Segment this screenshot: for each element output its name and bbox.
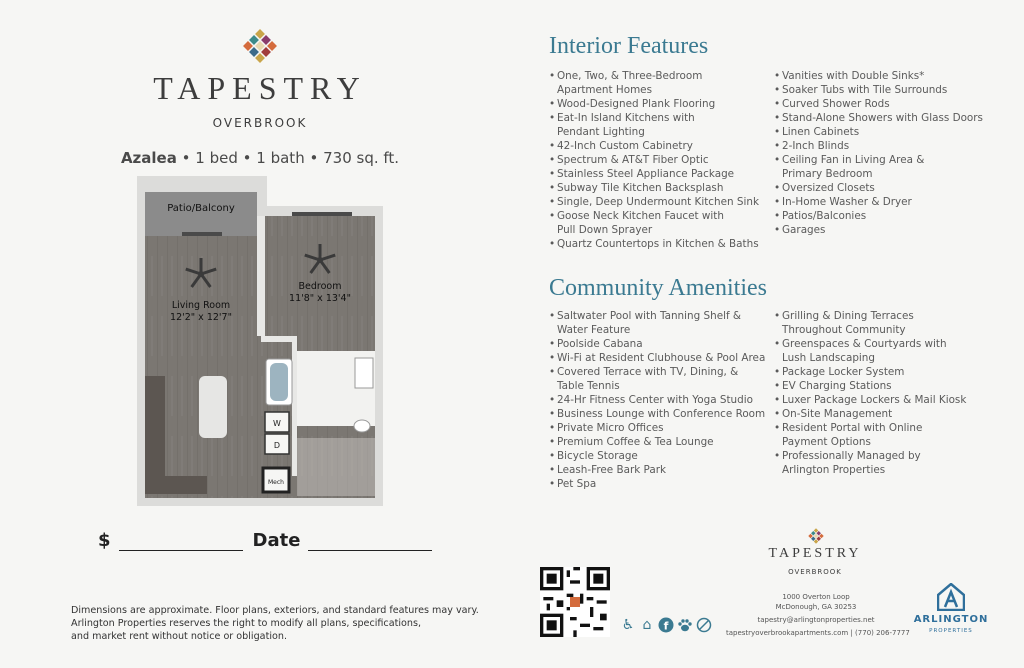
closet [297,438,375,496]
patio-label: Patio/Balcony [167,203,235,214]
equal-housing-icon: ⌂ [642,617,652,633]
brand-title: TAPESTRY [153,70,367,106]
separator: • [242,149,252,167]
community-amenities-list-2 [774,309,994,477]
interior-features-list-1 [549,69,774,251]
feature-item: • Covered Terrace with TV, Dining, & Table Tennis [549,365,774,393]
feature-item: • Greenspaces & Courtyards with Lush Landscaping [774,337,994,365]
feature-item: • Garages [774,223,994,237]
disclaimer-line: and market rent without notice or obligation. [71,631,287,642]
feature-item: • Stand-Alone Showers with Glass Doors [774,111,994,125]
kitchen-island [199,376,227,438]
mech-label: Mech [268,479,284,486]
feature-item: • Stainless Steel Appliance Package [549,167,774,181]
facebook-icon[interactable] [658,617,674,633]
feature-item: • Quartz Countertops in Kitchen & Baths [549,237,774,251]
feature-item: • Patios/Balconies [774,209,994,223]
bedroom-floor [265,216,375,336]
price-label: $ [98,530,111,551]
separator: • [309,149,319,167]
arlington-subtitle: PROPERTIES [929,628,973,634]
feature-item: • Premium Coffee & Tea Lounge [549,435,774,449]
feature-item: • Bicycle Storage [549,449,774,463]
tapestry-logo-icon [238,24,282,68]
plan-baths: 1 bath [256,149,305,167]
feature-item: • Resident Portal with Online Payment Options [774,421,994,449]
living-room-dims: 12'2" x 12'7" [170,312,232,323]
plan-beds: 1 bed [195,149,238,167]
no-smoking-icon [696,617,712,633]
feature-item: • In-Home Washer & Dryer [774,195,994,209]
community-amenities-title: Community Amenities [549,275,768,301]
interior-features-list-2 [774,69,994,237]
address-line: 1000 Overton Loop [782,593,850,601]
feature-item: • Grilling & Dining Terraces Throughout Community [774,309,994,337]
feature-item: • Vanities with Double Sinks* [774,69,994,83]
disclaimer [71,604,491,643]
accessibility-icons [620,617,712,633]
arlington-name: ARLINGTON [913,614,989,625]
bedroom-window [292,212,352,216]
feature-item: • Leash-Free Bark Park [549,463,774,477]
feature-item: • 2-Inch Blinds [774,139,994,153]
feature-item: • Wood-Designed Plank Flooring [549,97,774,111]
feature-item: • Luxer Package Lockers & Mail Kiosk [774,393,994,407]
feature-item: • Wi-Fi at Resident Clubhouse & Pool Area [549,351,774,365]
dryer-label: D [273,441,281,450]
interior-features-title: Interior Features [549,33,709,59]
plan-size: 730 sq. ft. [323,149,400,167]
living-room-label: Living Room [171,300,231,311]
feature-item: • Professionally Managed by Arlington Properties [774,449,994,477]
feature-item: • 24-Hr Fitness Center with Yoga Studio [549,393,774,407]
feature-item: • Goose Neck Kitchen Faucet with Pull Down Sprayer [549,209,774,237]
feature-item: • Package Locker System [774,365,994,379]
disclaimer-line: Arlington Properties reserves the right to modify all plans, specifications, [71,618,422,629]
feature-item: • Oversized Closets [774,181,994,195]
feature-item: • EV Charging Stations [774,379,994,393]
feature-item: • Spectrum & AT&T Fiber Optic [549,153,774,167]
disclaimer-line: Dimensions are approximate. Floor plans, exteriors, and standard features may vary. [71,605,479,616]
feature-item: • One, Two, & Three-Bedroom Apartment Homes [549,69,774,97]
wheelchair-icon: ♿ [621,617,635,633]
feature-item: • Linen Cabinets [774,125,994,139]
website-phone[interactable]: tapestryoverbrookapartments.com | (770) 206-7777 [726,629,910,637]
brand-subtitle: OVERBROOK [212,116,308,130]
footer-brand-subtitle: OVERBROOK [788,568,842,576]
feature-item: • Eat-In Island Kitchens with Pendant Lighting [549,111,774,139]
washer-label: W [273,419,281,428]
svg-text:f: f [663,619,669,633]
bedroom-dims: 11'8" x 13'4" [289,293,351,304]
floor-plan [137,176,383,506]
separator: • [181,149,191,167]
date-label: Date [252,530,301,551]
feature-item: • Soaker Tubs with Tile Surrounds [774,83,994,97]
feature-item: • Subway Tile Kitchen Backsplash [549,181,774,195]
plan-summary [80,149,440,167]
paw-icon [677,617,693,633]
feature-item: • Saltwater Pool with Tanning Shelf & Water Feature [549,309,774,337]
feature-item: • On-Site Management [774,407,994,421]
feature-item: • Business Lounge with Conference Room [549,407,774,421]
sink [355,358,373,388]
address-line: McDonough, GA 30253 [775,603,857,611]
feature-item: • Private Micro Offices [549,421,774,435]
interior-wall [257,216,265,336]
arlington-logo-icon [937,583,965,611]
feature-item: • Pet Spa [549,477,774,491]
email-link[interactable]: tapestry@arlingtonproperties.net [757,616,875,624]
tapestry-small-logo-icon [806,526,826,546]
price-date-form [98,530,432,551]
patio-area [145,192,257,236]
bedroom-label: Bedroom [298,281,342,292]
kitchen-counter [145,476,207,494]
contact-block [726,592,910,638]
community-amenities-list-1 [549,309,774,491]
date-blank [308,534,432,551]
patio-door [182,232,222,236]
bathtub-water [270,363,288,401]
feature-item: • Ceiling Fan in Living Area & Primary Bedroom [774,153,994,181]
interior-wall [292,336,297,476]
footer-brand-title: TAPESTRY [768,546,862,561]
interior-wall [261,336,297,342]
feature-item: • Single, Deep Undermount Kitchen Sink [549,195,774,209]
feature-item: • Poolside Cabana [549,337,774,351]
qr-code[interactable] [540,567,610,637]
toilet [354,420,370,432]
feature-item: • 42-Inch Custom Cabinetry [549,139,774,153]
price-blank [119,534,243,551]
plan-name: Azalea [120,149,177,167]
feature-item: • Curved Shower Rods [774,97,994,111]
